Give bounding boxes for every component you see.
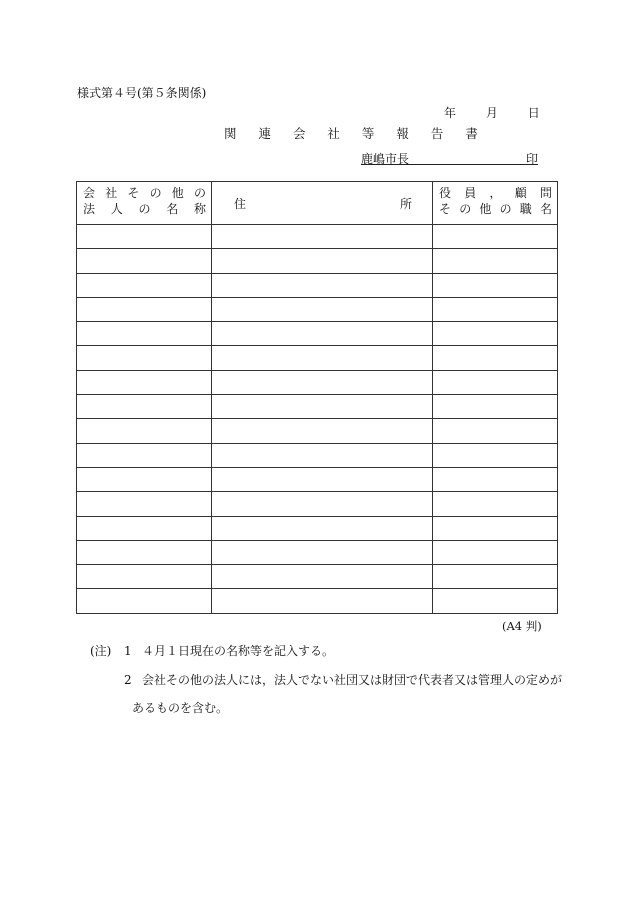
header-company-name-line1: 会 社 そ の 他 の	[83, 186, 206, 200]
table-row	[77, 565, 558, 589]
position-cell[interactable]	[433, 540, 558, 564]
address-cell[interactable]	[212, 395, 433, 419]
position-cell[interactable]	[433, 565, 558, 589]
date-month: 月	[485, 106, 498, 120]
table-header-row	[77, 182, 558, 225]
company-name-cell[interactable]	[77, 249, 212, 273]
address-cell[interactable]	[212, 273, 433, 297]
note-item-1-text: ４月１日現在の名称等を記入する。	[142, 644, 335, 658]
address-cell[interactable]	[212, 297, 433, 321]
date-year: 年	[444, 106, 457, 120]
position-cell[interactable]	[433, 249, 558, 273]
position-cell[interactable]	[433, 346, 558, 370]
company-name-cell[interactable]	[77, 346, 212, 370]
table-row	[77, 370, 558, 394]
note-item-2-continuation: あるものを含む。	[132, 701, 229, 715]
seal-mark: 印	[525, 152, 538, 166]
company-name-cell[interactable]	[77, 297, 212, 321]
table-row	[77, 322, 558, 346]
address-cell[interactable]	[212, 492, 433, 516]
header-company-name-line2: 法 人 の 名 称	[83, 202, 206, 216]
company-name-cell[interactable]	[77, 419, 212, 443]
table-row	[77, 540, 558, 564]
table-row	[77, 346, 558, 370]
company-name-cell[interactable]	[77, 443, 212, 467]
position-cell[interactable]	[433, 370, 558, 394]
position-cell[interactable]	[433, 589, 558, 613]
address-cell[interactable]	[212, 370, 433, 394]
company-name-cell[interactable]	[77, 492, 212, 516]
document-title: 関 連 会 社 等 報 告 書	[224, 126, 487, 141]
position-cell[interactable]	[433, 419, 558, 443]
position-cell[interactable]	[433, 467, 558, 491]
position-cell[interactable]	[433, 443, 558, 467]
header-position	[433, 182, 558, 225]
table-row	[77, 443, 558, 467]
note-item-2	[124, 671, 562, 688]
company-name-cell[interactable]	[77, 516, 212, 540]
header-address-left: 住	[234, 197, 247, 211]
position-cell[interactable]	[433, 225, 558, 249]
position-cell[interactable]	[433, 322, 558, 346]
header-address-right: 所	[399, 197, 412, 211]
address-cell[interactable]	[212, 565, 433, 589]
paper-size-note: (A4 判)	[502, 619, 542, 633]
addressee-line	[361, 150, 538, 165]
address-cell[interactable]	[212, 467, 433, 491]
header-position-line2: そ の 他 の 職 名	[439, 202, 552, 216]
table-row	[77, 492, 558, 516]
address-cell[interactable]	[212, 443, 433, 467]
address-cell[interactable]	[212, 346, 433, 370]
address-cell[interactable]	[212, 419, 433, 443]
addressee-name: 鹿嶋市長	[361, 152, 410, 166]
table-row	[77, 516, 558, 540]
table-row	[77, 273, 558, 297]
table-row	[77, 297, 558, 321]
company-name-cell[interactable]	[77, 540, 212, 564]
address-cell[interactable]	[212, 249, 433, 273]
address-cell[interactable]	[212, 225, 433, 249]
position-cell[interactable]	[433, 395, 558, 419]
table-row	[77, 225, 558, 249]
report-table	[76, 181, 558, 614]
company-name-cell[interactable]	[77, 322, 212, 346]
company-name-cell[interactable]	[77, 467, 212, 491]
table-row	[77, 467, 558, 491]
notes-label: (注)	[90, 644, 112, 658]
note-item-2-number: 2	[124, 673, 132, 687]
note-item-1	[124, 642, 334, 659]
note-item-1-number: 1	[124, 644, 132, 658]
date-line	[444, 104, 540, 121]
company-name-cell[interactable]	[77, 589, 212, 613]
form-number: 様式第４号(第５条関係)	[77, 86, 207, 100]
company-name-cell[interactable]	[77, 565, 212, 589]
note-item-2-text: 会社その他の法人には，法人でない社団又は財団で代表者又は管理人の定めが	[142, 673, 563, 687]
company-name-cell[interactable]	[77, 273, 212, 297]
table-row	[77, 419, 558, 443]
address-cell[interactable]	[212, 516, 433, 540]
address-cell[interactable]	[212, 589, 433, 613]
address-cell[interactable]	[212, 322, 433, 346]
date-day: 日	[527, 106, 540, 120]
address-cell[interactable]	[212, 540, 433, 564]
position-cell[interactable]	[433, 297, 558, 321]
company-name-cell[interactable]	[77, 370, 212, 394]
header-position-line1: 役 員 ， 顧 問	[439, 186, 552, 200]
position-cell[interactable]	[433, 516, 558, 540]
company-name-cell[interactable]	[77, 225, 212, 249]
table-row	[77, 589, 558, 613]
table-row	[77, 249, 558, 273]
header-company-name	[77, 182, 212, 225]
position-cell[interactable]	[433, 273, 558, 297]
position-cell[interactable]	[433, 492, 558, 516]
company-name-cell[interactable]	[77, 395, 212, 419]
table-row	[77, 395, 558, 419]
header-address	[212, 182, 433, 225]
